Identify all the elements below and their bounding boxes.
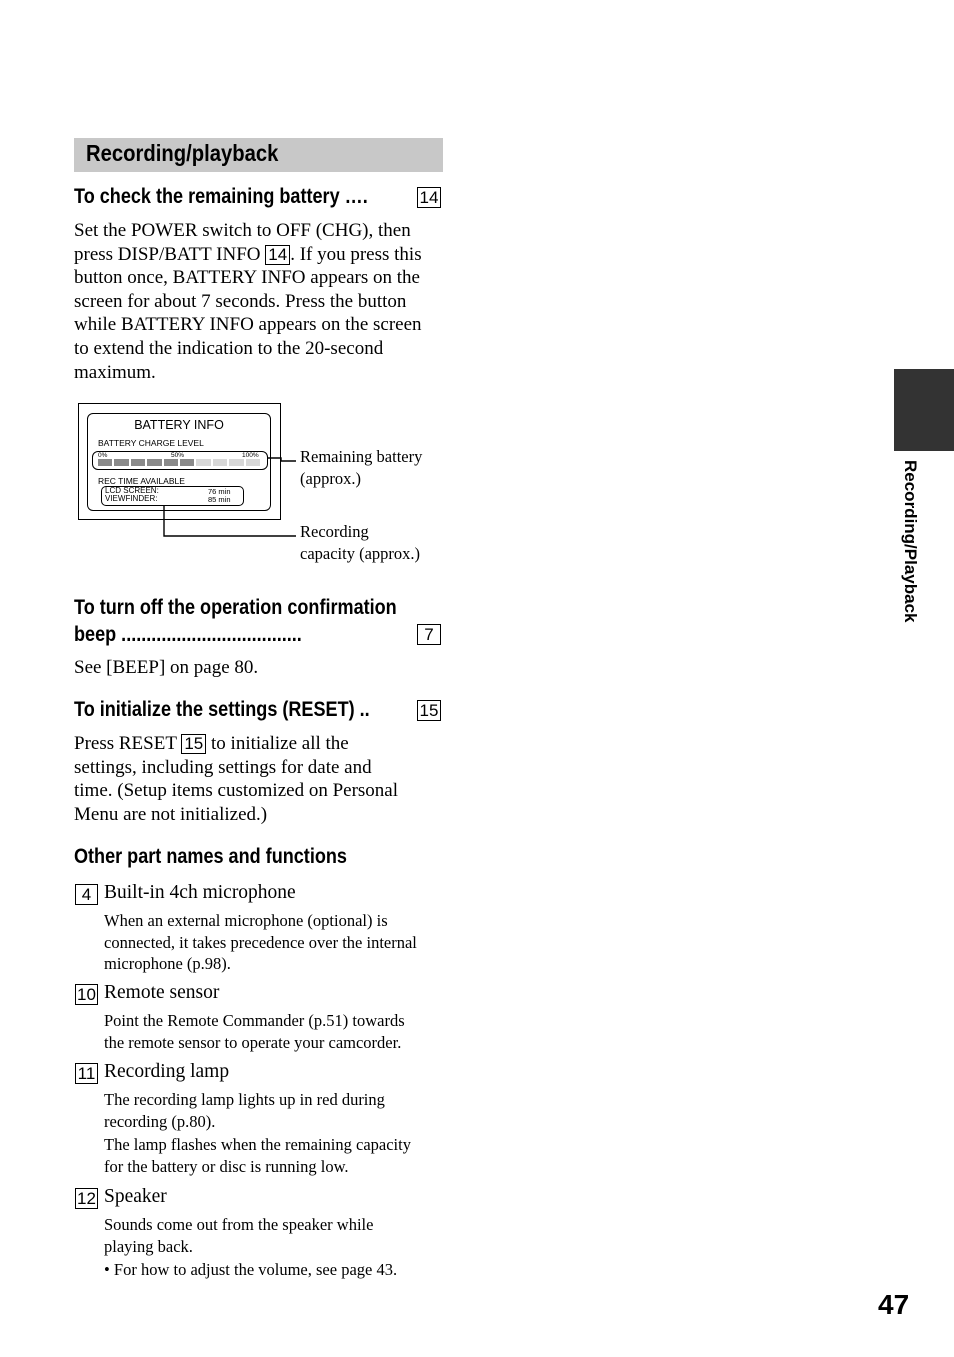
charge-segment — [131, 459, 145, 466]
charge-segments — [97, 459, 261, 466]
charge-segment — [196, 459, 210, 466]
item-title: Speaker — [104, 1186, 167, 1207]
rec-time-box — [101, 486, 244, 506]
reset-heading: To initialize the settings (RESET) .. — [74, 698, 370, 721]
item-desc: Sounds come out from the speaker while playing back. • For how to adjust the volume, see page 43. — [104, 1215, 398, 1279]
section-header — [74, 138, 443, 172]
battery-line: to extend the indication to the 20-second — [74, 337, 384, 359]
scale-50: 50% — [171, 452, 185, 459]
page-number: 47 — [878, 1289, 910, 1320]
recording-callout: Recording capacity (approx.) — [300, 522, 421, 563]
reset-ref-box: 15 — [417, 700, 441, 721]
reset-line: time. (Setup items customized on Personal — [74, 780, 399, 802]
charge-level-label: BATTERY CHARGE LEVEL — [98, 438, 204, 448]
charge-segment — [98, 459, 112, 466]
beep-heading-line2: beep .................................... — [74, 623, 302, 646]
battery-inline-ref: 14 — [265, 245, 290, 265]
reset-paragraph — [74, 732, 444, 826]
side-label: Recording/Playback — [901, 460, 920, 623]
section-title: Recording/playback — [86, 140, 279, 166]
item-num-box: 12 — [75, 1188, 98, 1209]
reset-line: Menu are not initialized.) — [74, 803, 268, 825]
charge-level-bar — [92, 451, 268, 470]
scale-100: 100% — [242, 452, 259, 459]
scale-0: 0% — [98, 452, 108, 459]
item-title: Built-in 4ch microphone — [104, 882, 296, 903]
battery-line: Set the POWER switch to OFF (CHG), then — [74, 220, 411, 241]
beep-heading-leader: .................................... — [121, 623, 302, 646]
battery-line: press DISP/BATT INFO 14 . If you press this — [74, 243, 422, 265]
beep-heading: To turn off the operation confirmation — [74, 596, 397, 619]
battery-heading — [74, 185, 368, 209]
charge-segment — [164, 459, 178, 466]
side-tab — [894, 369, 954, 451]
vf-value: 85 min — [208, 495, 231, 504]
charge-segment — [213, 459, 227, 466]
charge-segment — [180, 459, 194, 466]
battery-ref-box: 14 — [417, 187, 441, 208]
battery-heading-text: To check the remaining battery — [74, 185, 340, 208]
rec-time-label: REC TIME AVAILABLE — [98, 476, 185, 486]
reset-heading-leader: .. — [359, 698, 370, 721]
vf-label: VIEWFINDER: — [105, 494, 158, 503]
battery-info-screen — [87, 413, 271, 511]
battery-line: screen for about 7 seconds. Press the button — [74, 290, 407, 312]
battery-line: maximum. — [74, 361, 156, 383]
remaining-callout: Remaining battery (approx.) — [300, 447, 423, 488]
charge-segment — [229, 459, 243, 466]
item-title: Remote sensor — [104, 982, 220, 1003]
battery-line: button once, BATTERY INFO appears on the — [74, 267, 420, 289]
beep-ref-box: 7 — [417, 624, 441, 645]
item-desc: The recording lamp lights up in red during recording (p.80). The lamp flashes when the remaining capacity for the battery or disc is running low. — [104, 1090, 411, 1176]
battery-info-figure — [78, 403, 281, 520]
beep-text: See [BEEP] on page 80. — [74, 657, 259, 678]
item-num-box: 10 — [75, 984, 98, 1005]
battery-heading-leader: …. — [344, 185, 368, 208]
reset-inline-ref: 15 — [181, 734, 206, 754]
lcd-value: 76 min — [208, 487, 231, 496]
item-desc: Point the Remote Commander (p.51) towards the remote sensor to operate your camcorder. — [104, 1011, 405, 1052]
charge-segment — [147, 459, 161, 466]
item-num-box: 11 — [75, 1063, 98, 1084]
reset-line: settings, including settings for date and — [74, 756, 372, 778]
battery-line: while BATTERY INFO appears on the screen — [74, 314, 422, 336]
battery-paragraph — [74, 219, 444, 384]
item-desc: When an external microphone (optional) is connected, it takes precedence over the internal microphone (p.98). — [104, 911, 417, 973]
charge-segment — [246, 459, 260, 466]
item-num-box: 4 — [75, 884, 98, 905]
battery-info-title: BATTERY INFO — [134, 418, 224, 432]
other-parts-heading: Other part names and functions — [74, 845, 347, 868]
charge-segment — [114, 459, 128, 466]
lcd-label: LCD SCREEN: — [105, 486, 159, 495]
reset-line: Press RESET 15 to initialize all the — [74, 733, 349, 754]
item-title: Recording lamp — [104, 1061, 230, 1082]
